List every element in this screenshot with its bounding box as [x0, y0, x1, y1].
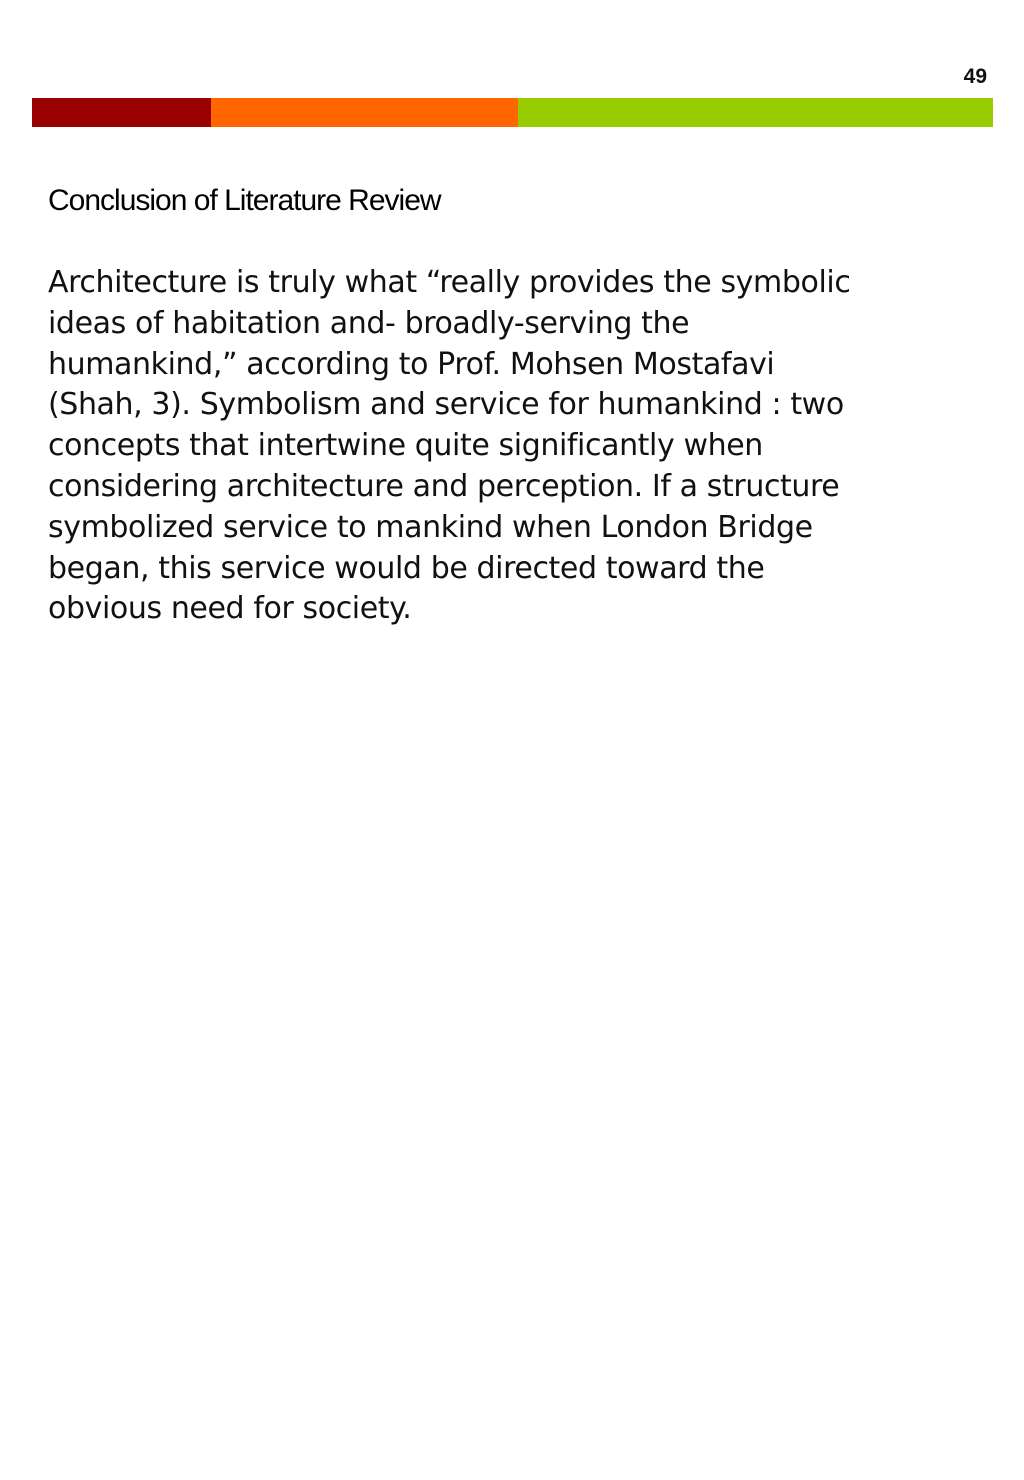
page-number: 49 [963, 65, 987, 88]
body-line: considering architecture and perception. If a structure [48, 468, 840, 504]
body-line: humankind,” according to Prof. Mohsen Mostafavi [48, 346, 775, 382]
body-line: symbolized service to mankind when London Bridge [48, 509, 813, 545]
color-bar-segment-lime-green [518, 98, 993, 127]
body-line: ideas of habitation and- broadly-serving the [48, 305, 690, 341]
color-bar-segment-orange [211, 98, 518, 127]
color-bar-segment-dark-red [32, 98, 211, 127]
body-line: Architecture is truly what “really provides the symbolic [48, 265, 851, 300]
body-line: obvious need for society. [48, 591, 412, 627]
header-color-bar [32, 98, 993, 127]
body-line: began, this service would be directed toward the [48, 550, 765, 586]
body-paragraph [48, 263, 878, 630]
body-line: (Shah, 3). Symbolism and service for humankind : two [48, 387, 844, 423]
body-line: concepts that intertwine quite significantly when [48, 428, 763, 464]
slide-title: Conclusion of Literature Review [48, 184, 441, 217]
